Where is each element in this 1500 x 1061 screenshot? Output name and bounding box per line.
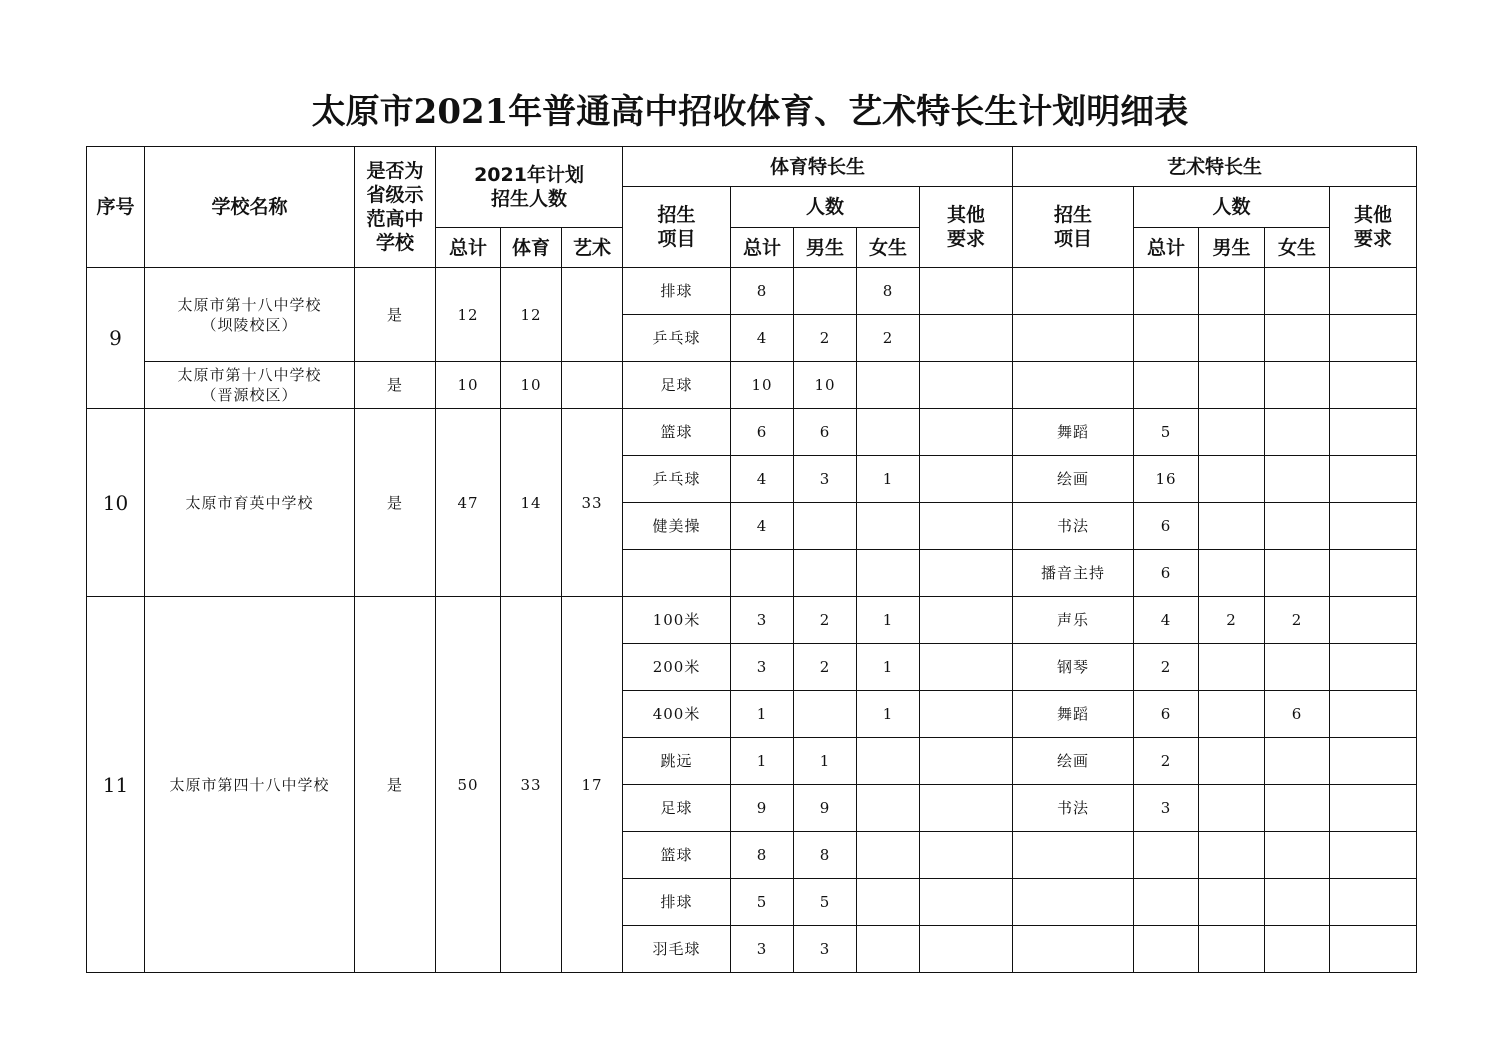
arts-total-cell	[1134, 315, 1199, 362]
arts-item-cell: 绘画	[1013, 456, 1134, 503]
sports-item-cell: 足球	[623, 362, 731, 409]
header-item-line: 招生	[1054, 204, 1093, 226]
arts-total-cell: 2	[1134, 738, 1199, 785]
header-plan-total: 总计	[436, 228, 501, 268]
arts-male-cell	[1199, 785, 1265, 832]
sports-total-cell: 8	[731, 268, 794, 315]
sports-female-cell: 2	[857, 315, 920, 362]
arts-item-cell: 播音主持	[1013, 550, 1134, 597]
school-campus-line: （坝陵校区）	[201, 315, 298, 334]
sports-other-cell	[920, 503, 1013, 550]
sports-female-cell	[857, 832, 920, 879]
arts-other-cell	[1330, 926, 1417, 973]
arts-other-cell	[1330, 268, 1417, 315]
header-demo-line: 范高中	[366, 208, 424, 230]
arts-total-cell: 16	[1134, 456, 1199, 503]
sports-female-cell: 1	[857, 644, 920, 691]
sports-item-cell: 健美操	[623, 503, 731, 550]
header-demo	[355, 147, 436, 268]
seq-cell: 10	[87, 409, 145, 597]
sports-other-cell	[920, 597, 1013, 644]
sports-total-cell: 6	[731, 409, 794, 456]
sports-male-cell: 6	[794, 409, 857, 456]
arts-total-cell: 6	[1134, 550, 1199, 597]
header-school: 学校名称	[145, 147, 355, 268]
school-name-line: 太原市第十八中学校	[177, 295, 322, 314]
demo-cell: 是	[355, 597, 436, 973]
plan-sports-cell: 33	[501, 597, 562, 973]
arts-total-cell	[1134, 832, 1199, 879]
sports-male-cell: 5	[794, 879, 857, 926]
sports-male-cell: 3	[794, 926, 857, 973]
arts-other-cell	[1330, 409, 1417, 456]
arts-female-cell	[1265, 644, 1330, 691]
sports-female-cell	[857, 550, 920, 597]
arts-other-cell	[1330, 738, 1417, 785]
arts-female-cell	[1265, 550, 1330, 597]
sports-item-cell: 篮球	[623, 832, 731, 879]
sports-other-cell	[920, 644, 1013, 691]
arts-total-cell: 6	[1134, 503, 1199, 550]
sports-other-cell	[920, 738, 1013, 785]
arts-male-cell	[1199, 409, 1265, 456]
arts-other-cell	[1330, 550, 1417, 597]
sports-total-cell: 4	[731, 456, 794, 503]
arts-item-cell: 钢琴	[1013, 644, 1134, 691]
arts-total-cell: 5	[1134, 409, 1199, 456]
arts-item-cell	[1013, 879, 1134, 926]
school-cell	[145, 268, 355, 362]
arts-female-cell	[1265, 738, 1330, 785]
plan-sports-cell: 12	[501, 268, 562, 362]
school-cell	[145, 362, 355, 409]
sports-total-cell: 10	[731, 362, 794, 409]
arts-total-cell	[1134, 362, 1199, 409]
table-row	[87, 268, 1417, 315]
header-plan	[436, 147, 623, 228]
arts-male-cell	[1199, 644, 1265, 691]
header-plan-line: 招生人数	[491, 188, 568, 210]
header-other-line: 其他	[1354, 204, 1393, 226]
sports-item-cell: 乒乓球	[623, 315, 731, 362]
sports-item-cell: 乒乓球	[623, 456, 731, 503]
header-plan-sports: 体育	[501, 228, 562, 268]
arts-male-cell	[1199, 832, 1265, 879]
arts-item-cell: 舞蹈	[1013, 691, 1134, 738]
table-row	[87, 409, 1417, 456]
plan-total-cell: 50	[436, 597, 501, 973]
plan-sports-cell: 14	[501, 409, 562, 597]
header-item-line: 招生	[657, 204, 696, 226]
sports-male-cell: 3	[794, 456, 857, 503]
arts-male-cell	[1199, 691, 1265, 738]
header-arts-count: 人数	[1134, 187, 1330, 228]
arts-male-cell	[1199, 879, 1265, 926]
school-campus-line: （晋源校区）	[201, 386, 298, 404]
sports-item-cell: 200米	[623, 644, 731, 691]
arts-other-cell	[1330, 503, 1417, 550]
sports-other-cell	[920, 926, 1013, 973]
arts-other-cell	[1330, 691, 1417, 738]
sports-total-cell: 4	[731, 503, 794, 550]
header-plan-line: 2021年计划	[474, 164, 584, 186]
sports-male-cell	[794, 691, 857, 738]
header-sports-male: 男生	[794, 228, 857, 268]
sports-item-cell	[623, 550, 731, 597]
sports-male-cell: 10	[794, 362, 857, 409]
arts-female-cell	[1265, 268, 1330, 315]
arts-other-cell	[1330, 785, 1417, 832]
arts-male-cell	[1199, 362, 1265, 409]
arts-item-cell: 绘画	[1013, 738, 1134, 785]
arts-male-cell	[1199, 268, 1265, 315]
sports-total-cell: 1	[731, 691, 794, 738]
arts-male-cell	[1199, 738, 1265, 785]
arts-female-cell	[1265, 879, 1330, 926]
sports-other-cell	[920, 879, 1013, 926]
school-cell: 太原市第四十八中学校	[145, 597, 355, 973]
plan-arts-cell: 17	[562, 597, 623, 973]
sports-other-cell	[920, 785, 1013, 832]
arts-item-cell	[1013, 926, 1134, 973]
sports-female-cell	[857, 738, 920, 785]
arts-female-cell	[1265, 362, 1330, 409]
sports-total-cell	[731, 550, 794, 597]
arts-total-cell: 4	[1134, 597, 1199, 644]
arts-female-cell: 6	[1265, 691, 1330, 738]
arts-total-cell	[1134, 268, 1199, 315]
arts-total-cell	[1134, 879, 1199, 926]
seq-cell: 9	[87, 268, 145, 409]
header-sports-group: 体育特长生	[623, 147, 1013, 187]
header-arts-group: 艺术特长生	[1013, 147, 1417, 187]
arts-female-cell	[1265, 785, 1330, 832]
plan-total-cell: 10	[436, 362, 501, 409]
sports-other-cell	[920, 832, 1013, 879]
arts-other-cell	[1330, 832, 1417, 879]
page-title: 太原市2021年普通高中招收体育、艺术特长生计划明细表	[311, 92, 1189, 132]
sports-item-cell: 篮球	[623, 409, 731, 456]
sports-other-cell	[920, 456, 1013, 503]
sports-male-cell: 2	[794, 644, 857, 691]
arts-male-cell	[1199, 926, 1265, 973]
sports-total-cell: 3	[731, 926, 794, 973]
arts-other-cell	[1330, 879, 1417, 926]
sports-male-cell	[794, 268, 857, 315]
sports-item-cell: 跳远	[623, 738, 731, 785]
enrollment-plan-table	[86, 146, 1417, 973]
arts-female-cell	[1265, 315, 1330, 362]
sports-male-cell	[794, 503, 857, 550]
header-arts-item	[1013, 187, 1134, 268]
arts-total-cell	[1134, 926, 1199, 973]
sports-other-cell	[920, 550, 1013, 597]
arts-total-cell: 2	[1134, 644, 1199, 691]
sports-male-cell: 9	[794, 785, 857, 832]
header-other-line: 其他	[947, 204, 986, 226]
sports-item-cell: 羽毛球	[623, 926, 731, 973]
arts-item-cell	[1013, 268, 1134, 315]
arts-female-cell: 2	[1265, 597, 1330, 644]
sports-male-cell	[794, 550, 857, 597]
demo-cell: 是	[355, 362, 436, 409]
header-item-line: 项目	[1054, 228, 1093, 250]
sports-total-cell: 5	[731, 879, 794, 926]
plan-total-cell: 47	[436, 409, 501, 597]
arts-female-cell	[1265, 456, 1330, 503]
school-cell: 太原市育英中学校	[145, 409, 355, 597]
seq-cell: 11	[87, 597, 145, 973]
sports-total-cell: 9	[731, 785, 794, 832]
arts-female-cell	[1265, 503, 1330, 550]
sports-item-cell: 足球	[623, 785, 731, 832]
demo-cell: 是	[355, 409, 436, 597]
header-other-line: 要求	[947, 228, 986, 250]
plan-sports-cell: 10	[501, 362, 562, 409]
sports-item-cell: 400米	[623, 691, 731, 738]
arts-male-cell	[1199, 550, 1265, 597]
header-other-line: 要求	[1354, 228, 1393, 250]
plan-total-cell: 12	[436, 268, 501, 362]
sports-female-cell	[857, 879, 920, 926]
sports-item-cell: 100米	[623, 597, 731, 644]
sports-item-cell: 排球	[623, 879, 731, 926]
plan-arts-cell	[562, 362, 623, 409]
header-demo-line: 是否为	[366, 160, 424, 182]
sports-total-cell: 1	[731, 738, 794, 785]
arts-total-cell: 6	[1134, 691, 1199, 738]
sports-total-cell: 8	[731, 832, 794, 879]
plan-arts-cell: 33	[562, 409, 623, 597]
arts-male-cell: 2	[1199, 597, 1265, 644]
sports-other-cell	[920, 691, 1013, 738]
arts-item-cell	[1013, 362, 1134, 409]
arts-item-cell: 舞蹈	[1013, 409, 1134, 456]
arts-total-cell: 3	[1134, 785, 1199, 832]
sports-item-cell: 排球	[623, 268, 731, 315]
sports-other-cell	[920, 409, 1013, 456]
sports-other-cell	[920, 268, 1013, 315]
sports-total-cell: 3	[731, 644, 794, 691]
table-row	[87, 597, 1417, 644]
arts-other-cell	[1330, 644, 1417, 691]
arts-item-cell	[1013, 315, 1134, 362]
header-sports-count: 人数	[731, 187, 920, 228]
sports-female-cell: 1	[857, 456, 920, 503]
arts-other-cell	[1330, 456, 1417, 503]
sports-female-cell	[857, 926, 920, 973]
sports-female-cell	[857, 409, 920, 456]
header-sports-item	[623, 187, 731, 268]
demo-cell: 是	[355, 268, 436, 362]
arts-female-cell	[1265, 832, 1330, 879]
header-sports-other	[920, 187, 1013, 268]
sports-male-cell: 2	[794, 597, 857, 644]
sports-total-cell: 3	[731, 597, 794, 644]
header-arts-male: 男生	[1199, 228, 1265, 268]
table-row	[87, 362, 1417, 409]
arts-other-cell	[1330, 597, 1417, 644]
sports-female-cell	[857, 362, 920, 409]
header-sports-female: 女生	[857, 228, 920, 268]
header-arts-female: 女生	[1265, 228, 1330, 268]
arts-male-cell	[1199, 315, 1265, 362]
sports-female-cell: 1	[857, 691, 920, 738]
sports-female-cell: 8	[857, 268, 920, 315]
sports-other-cell	[920, 315, 1013, 362]
arts-male-cell	[1199, 456, 1265, 503]
sports-female-cell: 1	[857, 597, 920, 644]
sports-male-cell: 2	[794, 315, 857, 362]
arts-item-cell	[1013, 832, 1134, 879]
header-arts-other	[1330, 187, 1417, 268]
school-name-line: 太原市第十八中学校	[177, 366, 322, 384]
arts-female-cell	[1265, 409, 1330, 456]
arts-female-cell	[1265, 926, 1330, 973]
arts-item-cell: 书法	[1013, 503, 1134, 550]
sports-male-cell: 8	[794, 832, 857, 879]
header-demo-line: 省级示	[366, 184, 424, 206]
arts-item-cell: 声乐	[1013, 597, 1134, 644]
arts-other-cell	[1330, 315, 1417, 362]
header-plan-arts: 艺术	[562, 228, 623, 268]
sports-female-cell	[857, 503, 920, 550]
sports-other-cell	[920, 362, 1013, 409]
sports-total-cell: 4	[731, 315, 794, 362]
sports-male-cell: 1	[794, 738, 857, 785]
plan-arts-cell	[562, 268, 623, 362]
arts-item-cell: 书法	[1013, 785, 1134, 832]
arts-other-cell	[1330, 362, 1417, 409]
header-item-line: 项目	[657, 228, 696, 250]
header-demo-line: 学校	[375, 232, 414, 254]
header-sports-total: 总计	[731, 228, 794, 268]
sports-female-cell	[857, 785, 920, 832]
header-seq: 序号	[87, 147, 145, 268]
header-arts-total: 总计	[1134, 228, 1199, 268]
arts-male-cell	[1199, 503, 1265, 550]
